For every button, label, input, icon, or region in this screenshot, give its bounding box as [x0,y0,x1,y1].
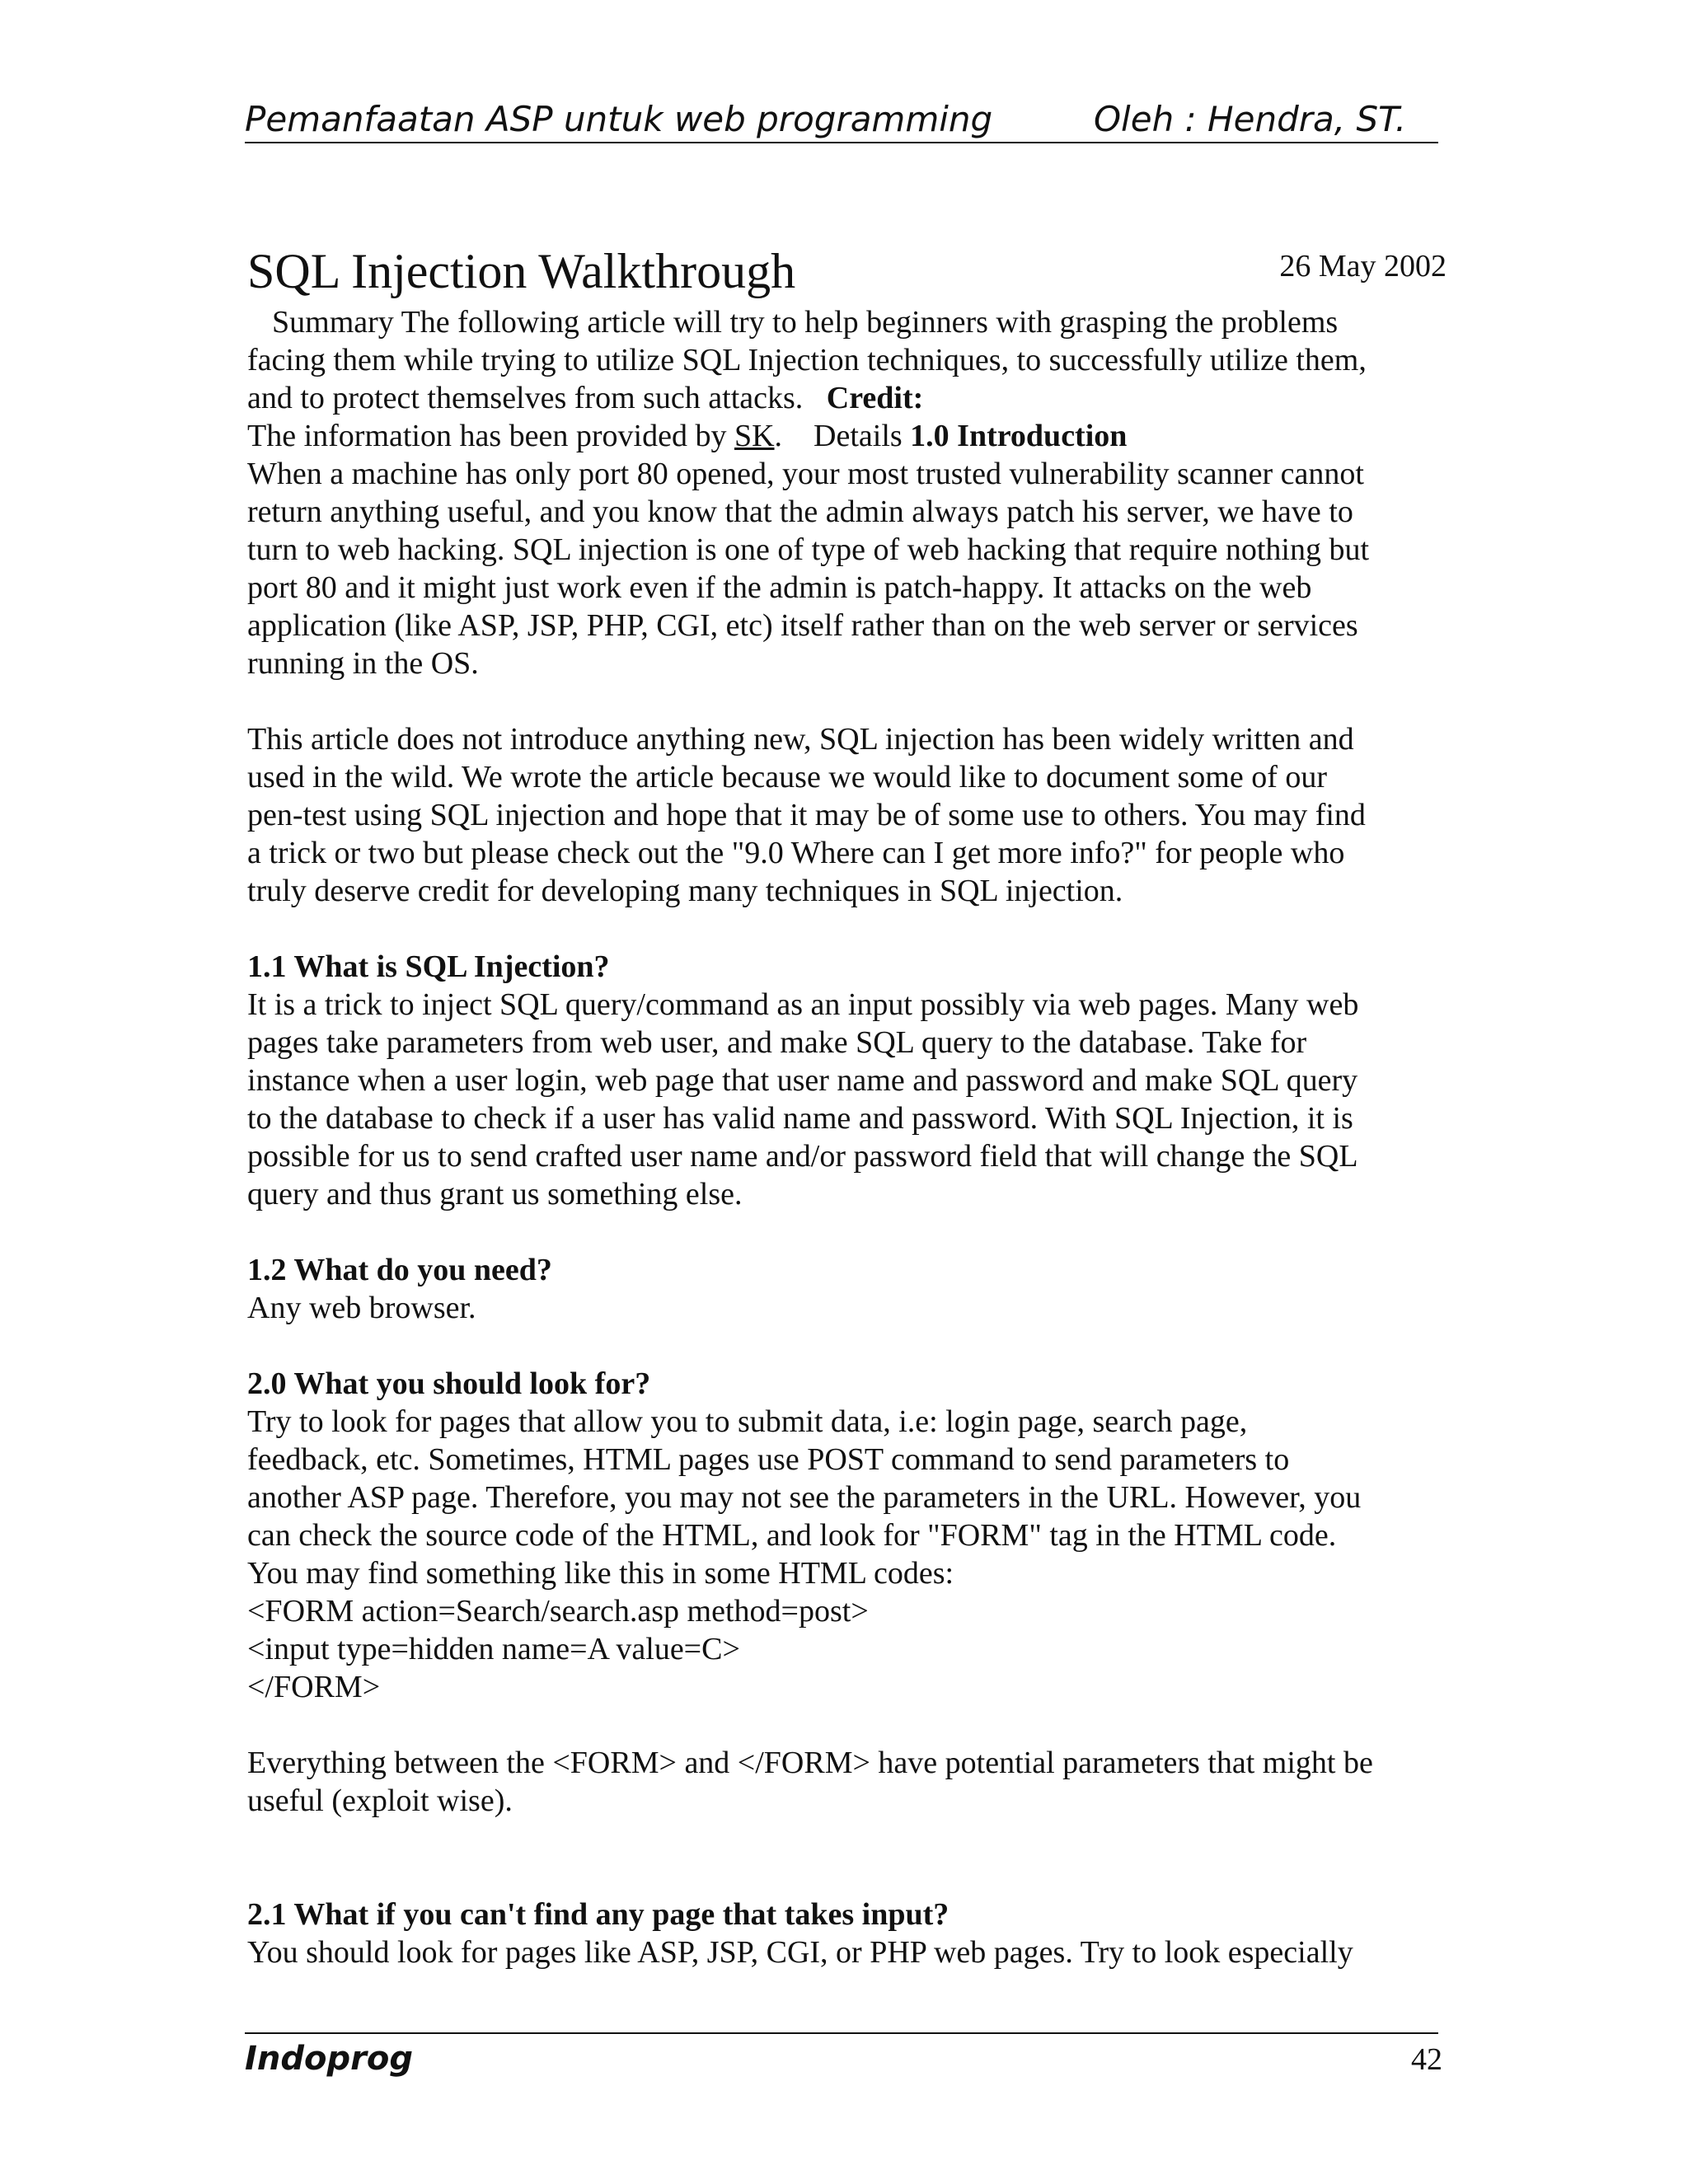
header-author: Oleh : Hendra, ST. [1094,99,1407,139]
summary-line: facing them while trying to utilize SQL Injection techniques, to successfully utilize them, [247,343,1367,377]
spacer [247,682,1447,720]
details-label: Details [814,419,903,453]
spacer [247,910,1447,948]
paragraph-line: Any web browser. [247,1291,476,1325]
section-heading: 1.2 What do you need? [247,1253,552,1287]
spacer [247,1820,1447,1896]
code-line: <input type=hidden name=A value=C> [247,1632,740,1666]
intro-heading: 1.0 Introduction [910,419,1128,453]
paragraph-line: It is a trick to inject SQL query/command as an input possibly via web pages. Many web [247,987,1359,1022]
paragraph-line: a trick or two but please check out the "9.0 Where can I get more info?" for people who [247,836,1345,870]
section-heading: 1.1 What is SQL Injection? [247,949,610,984]
paragraph-line: can check the source code of the HTML, and look for "FORM" tag in the HTML code. [247,1518,1337,1553]
paragraph-line: pages take parameters from web user, and make SQL query to the database. Take for [247,1025,1307,1060]
article-body [247,239,1447,1971]
paragraph-line: This article does not introduce anything new, SQL injection has been widely written and [247,722,1354,757]
paragraph-line: used in the wild. We wrote the article because we would like to document some of our [247,760,1328,794]
credit-link[interactable]: SK [734,419,775,453]
credit-period: . [774,419,783,453]
paragraph-line: to the database to check if a user has valid name and password. With SQL Injection, it is [247,1101,1353,1136]
paragraph-line: query and thus grant us something else. [247,1177,743,1212]
paragraph-line: pen-test using SQL injection and hope that it may be of some use to others. You may find [247,798,1366,832]
paragraph-line: another ASP page. Therefore, you may not see the parameters in the URL. However, you [247,1480,1362,1515]
header-title: Pemanfaatan ASP untuk web programming [245,99,993,139]
summary-text: and to protect themselves from such attacks. [247,381,804,415]
page-header [245,97,1438,143]
paragraph-line: Everything between the <FORM> and </FORM> have potential parameters that might be [247,1746,1373,1780]
paragraph-line: useful (exploit wise). [247,1783,513,1818]
credit-label: Credit: [826,381,924,415]
footer-publisher: Indoprog [245,2040,413,2078]
paragraph-line: running in the OS. [247,646,479,681]
credit-line [247,417,1447,455]
article-title: SQL Injection Walkthrough [247,244,796,298]
summary-line: Summary The following article will try to help beginners with grasping the problems [272,305,1339,340]
footer-divider [245,2032,1438,2034]
summary-line [247,379,1447,417]
page-number: 42 [1411,2042,1442,2077]
spacer [247,1213,1447,1251]
paragraph-line: application (like ASP, JSP, PHP, CGI, etc) itself rather than on the web server or services [247,608,1358,643]
paragraph-line: turn to web hacking. SQL injection is one of type of web hacking that require nothing but [247,532,1370,567]
paragraph-line: instance when a user login, web page that user name and password and make SQL query [247,1063,1358,1098]
paragraph-line: port 80 and it might just work even if the admin is patch-happy. It attacks on the web [247,570,1312,605]
paragraph-line: truly deserve credit for developing many techniques in SQL injection. [247,874,1123,908]
paragraph-line: Try to look for pages that allow you to submit data, i.e: login page, search page, [247,1404,1248,1439]
section-heading: 2.1 What if you can't find any page that takes input? [247,1897,950,1932]
paragraph-line: feedback, etc. Sometimes, HTML pages use POST command to send parameters to [247,1442,1290,1477]
section-heading: 2.0 What you should look for? [247,1366,651,1401]
article-date: 26 May 2002 [1279,249,1447,284]
spacer [247,1706,1447,1744]
code-line: </FORM> [247,1670,381,1704]
credit-text: The information has been provided by [247,419,727,453]
paragraph-line: possible for us to send crafted user name and/or password field that will change the SQL [247,1139,1358,1174]
paragraph-line: You may find something like this in some HTML codes: [247,1556,954,1591]
code-line: <FORM action=Search/search.asp method=post> [247,1594,869,1629]
paragraph-line: You should look for pages like ASP, JSP, CGI, or PHP web pages. Try to look especially [247,1935,1353,1970]
paragraph-line: When a machine has only port 80 opened, your most trusted vulnerability scanner cannot [247,457,1364,491]
paragraph-line: return anything useful, and you know that the admin always patch his server, we have to [247,494,1353,529]
title-row [247,239,1447,303]
spacer [247,1327,1447,1365]
